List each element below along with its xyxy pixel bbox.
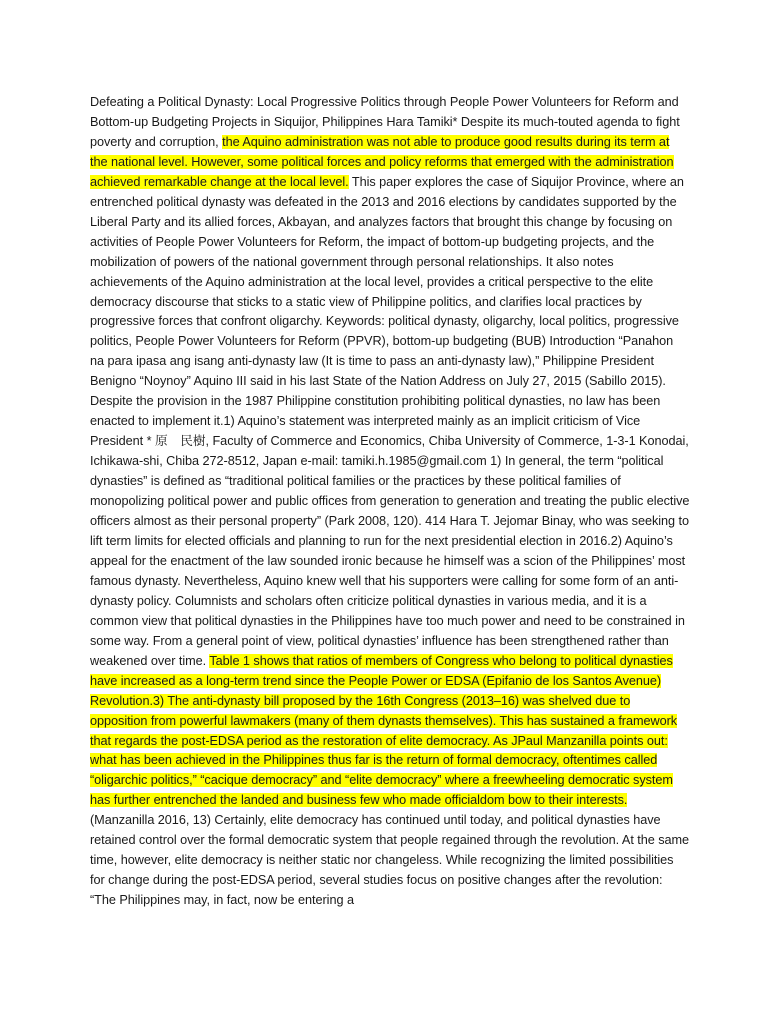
highlighted-text-segment: the Aquino administration was not able to produce good results during its term at the national level. However, some political forces and policy reforms that emerged with the administration achieved remarkable change at the local level. <box>90 134 674 189</box>
document-page <box>90 93 690 911</box>
body-paragraph <box>90 93 690 911</box>
text-segment: Defeating a Political Dynasty: Local Progressive Politics through People Power Volunteers for Reform and Bottom-up Budgeting Projects in Siquijor, Philippines Hara Tamiki* Despite its much-touted agenda to fight poverty and corruption, <box>90 95 680 149</box>
highlighted-text-segment: Table 1 shows that ratios of members of Congress who belong to political dynasties have increased as a long-term trend since the People Power or EDSA (Epifanio de los Santos Avenue) Revolution.3) The anti-dynasty bill proposed by the 16th Congress (2013–16) was shelved due to opposition from powerful lawmakers (many of them dynasts themselves). This has sustained a framework that regards the post-EDSA period as the restoration of elite democracy. As JPaul Manzanilla points out: what has been achieved in the Philippines thus far is the return of formal democracy, oftentimes called “oligarchic politics,” “cacique democracy” and “elite democracy” where a freewheeling democratic system has further entrenched the landed and business few who made officialdom bow to their interests. <box>90 653 678 808</box>
text-segment: This paper explores the case of Siquijor Province, where an entrenched political dynasty was defeated in the 2013 and 2016 elections by candidates supported by the Liberal Party and its allied forces, Akbayan, and analyzes factors that brought this change by focusing on activities of People Power Volunteers for Reform, the impact of bottom-up budgeting projects, and the mobilization of powers of the national government through personal relationships. It also notes achievements of the Aquino administration at the local level, provides a critical perspective to the elite democracy discourse that sticks to a static view of Philippine politics, and clarifies local practices by progressive forces that confront oligarchy. Keywords: political dynasty, oligarchy, local politics, progressive politics, People Power Volunteers for Reform (PPVR), bottom-up budgeting (BUB) Introduction “Panahon na para ipasa ang isang anti-dynasty law (It is time to pass an anti-dynasty law),” Philippine President Benigno “Noynoy” Aquino III said in his last State of the Nation Address on July 27, 2015 (Sabillo 2015). Despite the provision in the 1987 Philippine constitution prohibiting political dynasties, no law has been enacted to implement it.1) Aquino’s statement was interpreted mainly as an implicit criticism of Vice President * 原 民樹, Faculty of Commerce and Economics, Chiba University of Commerce, 1-3-1 Konodai, Ichikawa-shi, Chiba 272-8512, Japan e-mail: tamiki.h.1985@gmail.com 1) In general, the term “political dynasties” is defined as “traditional political families or the practices by these political families of monopolizing political power and public offices from generation to generation and treating the public elective officers almost as their personal property” (Park 2008, 120). 414 Hara T. Jejomar Binay, who was seeking to lift term limits for elected officials and planning to run for the next presidential election in 2016.2) Aquino’s appeal for the enactment of the law sounded ironic because he himself was a scion of the Philippines’ most famous dynasty. Nevertheless, Aquino knew well that his supporters were calling for some form of an anti-dynasty policy. Columnists and scholars often criticize political dynasties in various media, and it is a common view that political dynasties in the Philippines have too much power and need to be constrained in some way. From a general point of view, political dynasties’ influence has been strengthened rather than weakened over time. <box>90 174 690 668</box>
text-segment: (Manzanilla 2016, 13) Certainly, elite democracy has continued until today, and political dynasties have retained control over the formal democratic system that people regained through the revolution. At the same time, however, elite democracy is neither static nor changeless. While recognizing the limited possibilities for change during the post-EDSA period, several studies focus on positive changes after the revolution: “The Philippines may, in fact, now be entering a <box>90 813 690 908</box>
